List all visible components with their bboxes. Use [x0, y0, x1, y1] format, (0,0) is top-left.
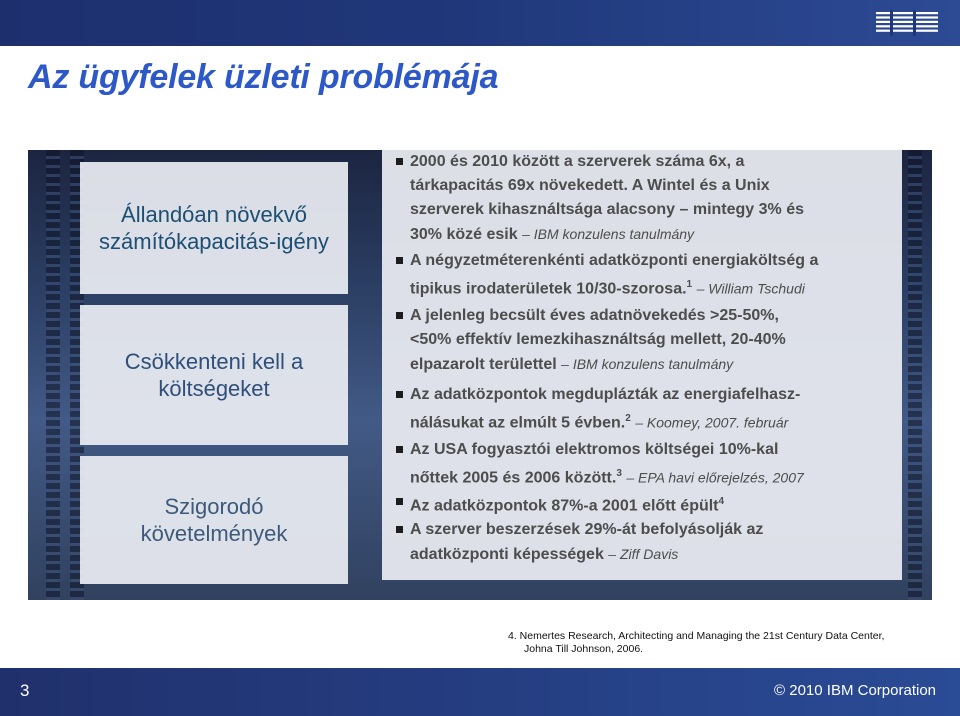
square-bullet-icon — [396, 446, 403, 453]
footnote-ref: 4 — [718, 496, 725, 507]
bullet-line: Az USA fogyasztói elektromos költségei 10%-kal — [410, 441, 779, 458]
bullet-text — [396, 438, 886, 490]
copyright: © 2010 IBM Corporation — [774, 682, 936, 699]
side-box-line: költségeket — [158, 376, 270, 401]
bullet-line: tárkapacitás 69x növekedett. A Wintel és a Unix — [410, 177, 770, 194]
footnote-line: Johna Till Johnson, 2006. — [524, 643, 644, 655]
bullet-source: – IBM konzulens tanulmány — [522, 226, 695, 242]
bullet-line: szerverek kihasználtsága alacsony – mintegy 3% és — [410, 201, 804, 218]
bullet-list — [382, 150, 902, 580]
server-rack — [908, 150, 922, 600]
side-box-line: Csökkenteni kell a — [124, 349, 304, 374]
ibm-logo — [876, 10, 938, 36]
bullet-line: A négyzetméterenkénti adatközponti energiaköltség a — [410, 252, 819, 269]
bullet-line: elpazarolt területtel — [410, 356, 557, 373]
side-box-line: Állandóan növekvő — [121, 202, 307, 227]
bullet-text — [396, 490, 886, 518]
list-item — [396, 490, 886, 518]
side-box-costs — [80, 305, 348, 445]
bullet-line: A jelenleg becsült éves adatnövekedés >25-50%, — [410, 307, 779, 324]
bullet-line: Az adatközpontok 87%-a 2001 előtt épült — [410, 497, 719, 515]
list-item — [396, 383, 886, 435]
bullet-line: 30% közé esik — [410, 226, 518, 243]
square-bullet-icon — [396, 257, 403, 264]
list-item — [396, 249, 886, 301]
side-box-line: Szigorodó — [164, 494, 264, 519]
side-box-line: követelmények — [140, 521, 288, 546]
square-bullet-icon — [396, 158, 403, 165]
side-box-line: számítókapacitás-igény — [99, 229, 329, 254]
bullet-line: tipikus irodaterületek 10/30-szorosa. — [410, 280, 687, 298]
bullet-source: – Koomey, 2007. február — [635, 414, 789, 431]
server-rack — [46, 150, 60, 600]
side-box-requirements — [80, 456, 348, 584]
square-bullet-icon — [396, 498, 403, 505]
bullet-source: – IBM konzulens tanulmány — [561, 356, 734, 372]
list-item — [396, 150, 886, 247]
side-box-capacity — [80, 162, 348, 294]
bullet-source: – William Tschudi — [696, 280, 805, 297]
footnote — [508, 630, 938, 656]
page-number: 3 — [20, 681, 30, 700]
list-item — [396, 438, 886, 490]
footnote-ref: 3 — [616, 468, 622, 479]
list-item — [396, 518, 886, 567]
bullet-text — [396, 383, 886, 435]
bullet-text — [396, 518, 886, 567]
footnote-ref: 2 — [625, 413, 631, 424]
square-bullet-icon — [396, 526, 403, 533]
bullet-line: nőttek 2005 és 2006 között. — [410, 469, 617, 487]
slide-title: Az ügyfelek üzleti problémája — [28, 58, 499, 96]
bullet-text — [396, 304, 886, 377]
header-bar — [0, 0, 960, 46]
bullet-source: – Ziff Davis — [608, 546, 679, 562]
bullet-source: – EPA havi előrejelzés, 2007 — [626, 469, 804, 486]
bullet-text — [396, 249, 886, 301]
bullet-line: nálásukat az elmúlt 5 évben. — [410, 414, 626, 432]
bullet-text — [396, 150, 886, 247]
bullet-line: A szerver beszerzések 29%-át befolyásolják az — [410, 521, 764, 538]
bullet-line: <50% effektív lemezkihasználtság mellett, 20-40% — [410, 331, 786, 348]
bullet-line: 2000 és 2010 között a szerverek száma 6x, a — [410, 153, 745, 170]
bullet-line: adatközponti képességek — [410, 546, 604, 563]
list-item — [396, 304, 886, 377]
footnote-line: 4. Nemertes Research, Architecting and Managing the 21st Century Data Center, — [508, 630, 885, 642]
square-bullet-icon — [396, 391, 403, 398]
bullet-line: Az adatközpontok megduplázták az energiafelhasz- — [410, 386, 801, 403]
square-bullet-icon — [396, 312, 403, 319]
footer-bar — [0, 668, 960, 716]
footnote-ref: 1 — [686, 279, 693, 290]
